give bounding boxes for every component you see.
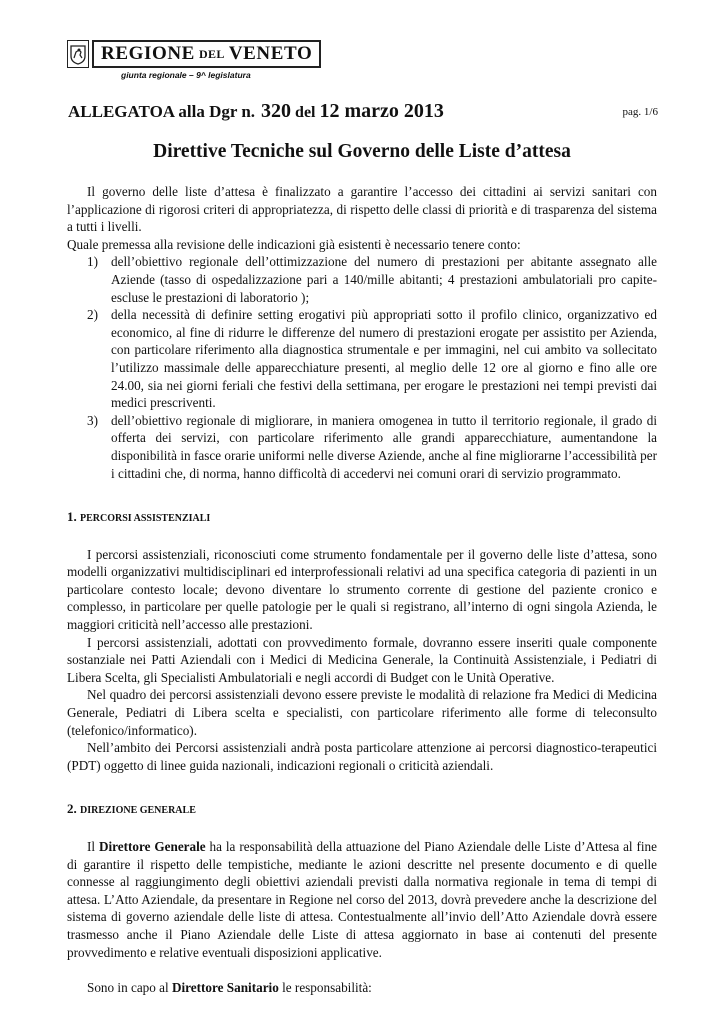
logo-regione: REGIONE xyxy=(101,43,195,64)
list-item-text: della necessità di definire setting erogativi più appropriati sotto il profilo clinico, organizzativo ed economico, al fine di ridurre le differenze del numero di prestazioni erogate per assistito per Azienda, con particolare riferimento alla diagnostica strumentale e per immagini, nel cui ambito va sollecitato l’utilizzo massimale delle apparecchiature presenti, al meglio delle 12 ore al giorno e fino alle ore 24.00, sia nei giorni feriali che festivi della settimana, per erogare le prestazioni nei tempi previsti dai medici prescriventi. xyxy=(111,307,657,411)
logo-wordmark xyxy=(92,40,321,68)
document-body xyxy=(67,183,657,997)
section-1-heading xyxy=(67,508,657,528)
list-item-text: dell’obiettivo regionale di migliorare, in maniera omogenea in tutto il territorio regionale, il grado di offerta dei servizi, con particolare riferimento alle grandi apparecchiature, aumentandone la disponibilità in fasce orarie uniformi nelle diverse Aziende, anche al fine migliorarne l’accessibilità per i cittadini che, di norma, hanno difficoltà di accedervi nei comuni orari di servizio programmato. xyxy=(111,412,657,481)
intro-premise: Quale premessa alla revisione delle indicazioni già esistenti è necessario tenere conto: xyxy=(67,236,521,252)
section-2-paragraph xyxy=(67,838,657,961)
intro-paragraph: Il governo delle liste d’attesa è finalizzato a garantire l’accesso dei cittadini ai servizi sanitari con l’applicazione di rigorosi criteri di appropriatezza, di rispetto delle classi di priorità e di trasparenza del sistema a tutti i livelli. xyxy=(67,184,657,235)
section-2-title: DIREZIONE GENERALE xyxy=(80,805,196,817)
direttore-sanitario-label: Direttore Sanitario xyxy=(171,980,279,996)
section-1-number: 1. xyxy=(67,509,77,525)
section-1-title: PERCORSI ASSISTENZIALI xyxy=(80,513,211,525)
document-title: Direttive Tecniche sul Governo delle Liste d’attesa xyxy=(153,141,571,162)
logo-subtitle: giunta regionale – 9^ legislatura xyxy=(121,70,251,80)
list-item xyxy=(67,306,657,412)
logo-del: DEL xyxy=(198,46,225,61)
list-item-text: dell’obiettivo regionale dell’ottimizzazione del numero di prestazioni per abitante assegnato alle Aziende (tasso di ospedalizzazione pari a 140/mille abitanti; 4 prestazioni ambulatoriali pro capite- escluse le prestazioni di laboratorio ); xyxy=(111,254,657,305)
section-2-heading xyxy=(67,800,657,820)
section-1-paragraph: Nel quadro dei percorsi assistenziali devono essere previste le modalità di relazione fra Medici di Medicina Generale, Pediatri di Libera scelta e specialisti, con particolare riferimento alle forme di teleconsulto (telefonico/informatico). xyxy=(67,687,657,738)
section-2-text: le responsabilità: xyxy=(278,980,372,996)
regione-veneto-logo xyxy=(67,40,313,80)
list-item-number: 3) xyxy=(87,412,98,428)
allegato-del: del xyxy=(295,104,316,121)
dgr-number: 320 xyxy=(261,100,292,122)
dgr-date: 12 marzo 2013 xyxy=(319,100,444,122)
section-2-text: Sono in capo al xyxy=(87,980,172,996)
premise-list xyxy=(67,253,657,482)
section-2-number: 2. xyxy=(67,801,77,817)
logo-veneto: VENETO xyxy=(228,43,313,64)
list-item-number: 2) xyxy=(87,307,98,323)
section-2-text: Il xyxy=(87,839,99,854)
allegato-label: ALLEGATOA alla Dgr n. xyxy=(68,102,256,121)
allegato-line xyxy=(68,98,658,124)
allegato-reference xyxy=(68,100,444,123)
list-item xyxy=(67,253,657,306)
lion-crest-icon xyxy=(67,40,89,68)
list-item-number: 1) xyxy=(87,254,98,270)
section-1-paragraph: I percorsi assistenziali, riconosciuti come strumento fondamentale per il governo delle liste d’attesa, sono modelli organizzativi multidisciplinari ed interprofessionali relativi ad una specifica categoria di pazienti in un particolare contesto locale; devono diventare lo strumento corrente di gestione del paziente cronico e complesso, in particolare per quelle patologie per le quali si registrano, all’interno di ogni singola Azienda, le maggiori criticità nell’accesso alle prestazioni. xyxy=(67,546,657,633)
page-number: pag. 1/6 xyxy=(622,106,658,118)
section-2-paragraph xyxy=(67,979,657,997)
section-2-text: ha la responsabilità della attuazione del Piano Aziendale delle Liste d’Attesa al fine di garantire il rispetto delle tempistiche, mediante le azioni descritte nel presente documento e di quelle connesse al raggiungimento degli obiettivi aziendali previsti dalla normativa regionale in tema di tempi di attesa. L’Atto Aziendale, da presentare in Regione nel corso del 2013, dovrà prevedere anche la descrizione del sistema di governo aziendale delle liste di attesa. Contestualmente all’invio dell’Atto Aziendale dovrà essere trasmesso anche il Piano Aziendale delle Liste di attesa aggiornato in base ai contenuti del presente provvedimento e relative eventuali disposizioni applicative. xyxy=(67,839,657,960)
list-item xyxy=(67,412,657,482)
direttore-generale-label: Direttore Generale xyxy=(98,839,206,854)
section-1-paragraph: Nell’ambito dei Percorsi assistenziali andrà posta particolare attenzione ai percorsi diagnostico-terapeutici (PDT) oggetto di linee guida nazionali, indicazioni regionali o criticità aziendali. xyxy=(67,740,657,773)
section-1-paragraph: I percorsi assistenziali, adottati con provvedimento formale, dovranno essere inseriti quale componente sostanziale nei Patti Aziendali con i Medici di Medicina Generale, la Continuità Assistenziale, i Pediatri di Libera Scelta, gli Specialisti Ambulatoriali e negli accordi di Budget con le Unità Operative. xyxy=(67,634,657,685)
